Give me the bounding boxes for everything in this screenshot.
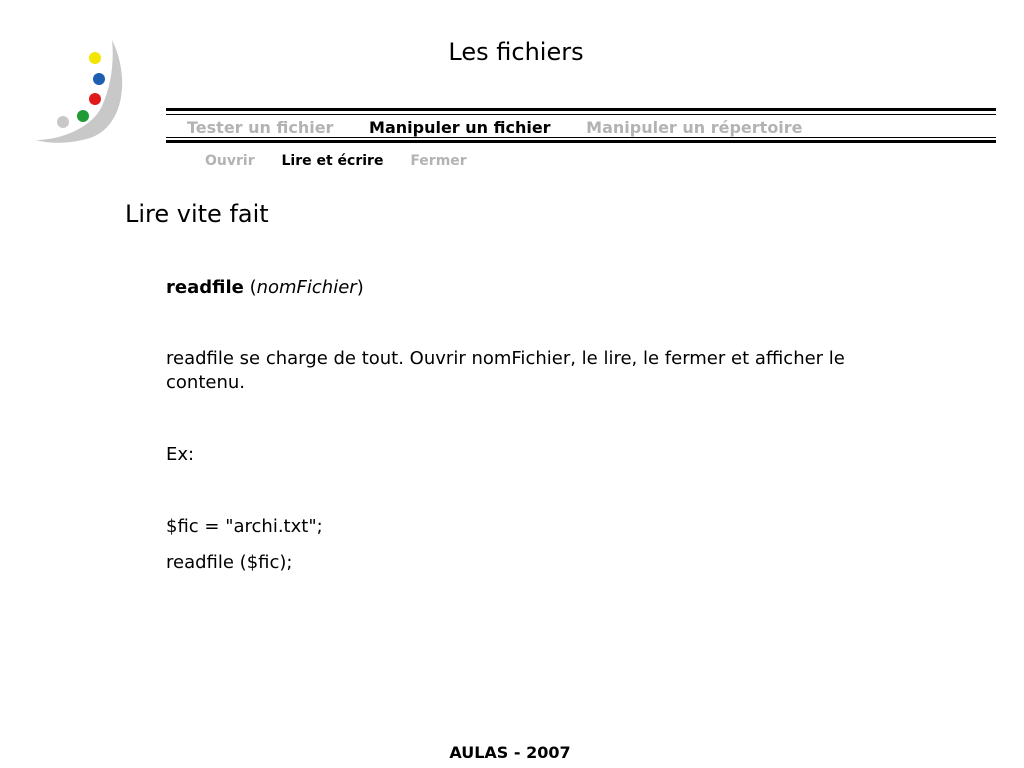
logo-dot-gray bbox=[57, 116, 69, 128]
subtab-ouvrir[interactable]: Ouvrir bbox=[205, 153, 255, 169]
subtab-fermer[interactable]: Fermer bbox=[410, 153, 467, 169]
logo-dot-blue bbox=[93, 73, 105, 85]
function-signature bbox=[166, 276, 926, 300]
tab-tester-un-fichier[interactable]: Tester un fichier bbox=[187, 118, 334, 137]
footer: AULAS - 2007 bbox=[449, 743, 571, 762]
example-label: Ex: bbox=[166, 444, 195, 465]
code-line: readfile ($fic); bbox=[166, 552, 293, 573]
page-title: Les fichiers bbox=[448, 38, 584, 66]
code-line: $fic = "archi.txt"; bbox=[166, 516, 323, 537]
subtab-lire-et-ecrire[interactable]: Lire et écrire bbox=[281, 153, 384, 169]
description: readfile se charge de tout. Ouvrir nomFichier, le lire, le fermer et afficher le contenu. bbox=[166, 348, 845, 393]
function-param: nomFichier bbox=[256, 277, 357, 298]
nav-tabs bbox=[187, 118, 833, 136]
signature-close-paren: ) bbox=[356, 277, 364, 298]
main-nav bbox=[166, 108, 996, 144]
nav-divider-top-thin bbox=[166, 114, 996, 115]
section-title: Lire vite fait bbox=[125, 200, 269, 228]
tab-manipuler-un-fichier[interactable]: Manipuler un fichier bbox=[369, 118, 551, 137]
logo-dot-red bbox=[89, 93, 101, 105]
logo-dot-green bbox=[77, 110, 89, 122]
nav-divider-top bbox=[166, 108, 996, 111]
signature-open-paren: ( bbox=[243, 277, 257, 298]
function-name: readfile bbox=[166, 277, 244, 298]
nav-divider-bottom-thin bbox=[166, 137, 996, 138]
nav-divider-bottom bbox=[166, 140, 996, 143]
tab-manipuler-un-repertoire[interactable]: Manipuler un répertoire bbox=[586, 118, 803, 137]
sub-nav bbox=[205, 153, 489, 169]
